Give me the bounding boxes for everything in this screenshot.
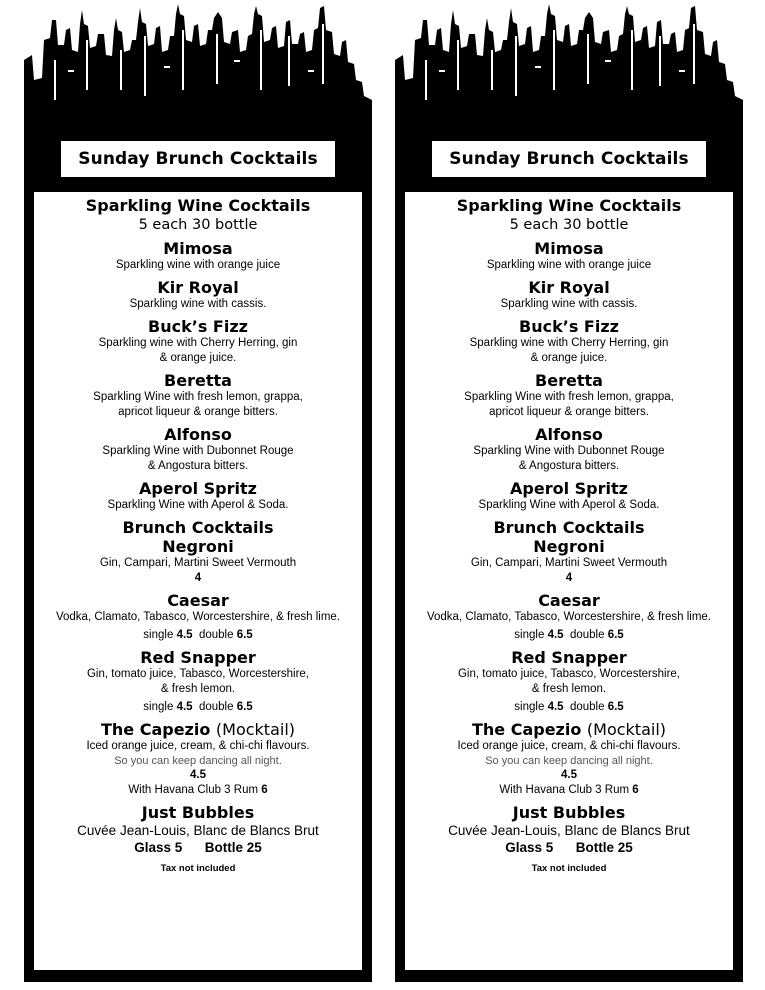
double-label: double bbox=[569, 701, 605, 713]
tax-note: Tax not included bbox=[160, 863, 236, 874]
item-name-red-snapper: Red Snapper bbox=[140, 648, 256, 667]
double-price: 6.5 bbox=[236, 701, 253, 713]
item-name-mimosa: Mimosa bbox=[163, 239, 233, 258]
item-desc-bucks-fizz-1: Sparkling wine with Cherry Herring, gin bbox=[98, 337, 298, 349]
item-addon-capezio bbox=[34, 783, 362, 798]
item-desc-kir-royal: Sparkling wine with cassis. bbox=[500, 298, 638, 310]
single-price: 4.5 bbox=[547, 701, 564, 713]
single-label: single bbox=[514, 701, 545, 713]
bottle-label: Bottle bbox=[204, 840, 244, 855]
item-desc-bucks-fizz-1: Sparkling wine with Cherry Herring, gin bbox=[469, 337, 669, 349]
item-price-negroni: 4 bbox=[565, 572, 573, 584]
item-desc-beretta-1: Sparkling Wine with fresh lemon, grappa, bbox=[93, 391, 303, 403]
item-price-capezio: 4.5 bbox=[190, 769, 206, 781]
menu-title: Sunday Brunch Cocktails bbox=[449, 149, 689, 169]
item-desc-negroni: Gin, Campari, Martini Sweet Vermouth bbox=[470, 557, 668, 569]
double-price: 6.5 bbox=[607, 701, 624, 713]
item-desc-alfonso-2: & Angostura bitters. bbox=[147, 460, 249, 472]
item-desc-mimosa: Sparkling wine with orange juice bbox=[115, 259, 281, 271]
item-note-capezio: So you can keep dancing all night. bbox=[114, 755, 282, 767]
item-name-alfonso: Alfonso bbox=[164, 425, 232, 444]
section-heading-brunch: Brunch Cocktails bbox=[493, 518, 645, 537]
item-name-aperol-spritz: Aperol Spritz bbox=[139, 479, 257, 498]
item-name-mimosa: Mimosa bbox=[534, 239, 604, 258]
double-label: double bbox=[569, 629, 605, 641]
item-note-capezio: So you can keep dancing all night. bbox=[485, 755, 653, 767]
section-price-sparkling: 5 each 30 bottle bbox=[138, 217, 258, 233]
menu-title: Sunday Brunch Cocktails bbox=[78, 149, 318, 169]
item-desc-negroni: Gin, Campari, Martini Sweet Vermouth bbox=[99, 557, 297, 569]
title-box bbox=[60, 140, 336, 178]
item-desc-bucks-fizz-2: & orange juice. bbox=[530, 352, 608, 364]
glass-price: 5 bbox=[174, 840, 183, 855]
item-name-negroni: Negroni bbox=[533, 537, 605, 556]
double-label: double bbox=[198, 629, 234, 641]
item-desc-beretta-2: apricot liqueur & orange bitters. bbox=[118, 406, 278, 418]
single-price: 4.5 bbox=[547, 629, 564, 641]
capezio-tag: (Mocktail) bbox=[586, 720, 667, 739]
section-price-sparkling: 5 each 30 bottle bbox=[509, 217, 629, 233]
section-heading-sparkling: Sparkling Wine Cocktails bbox=[85, 196, 311, 215]
item-desc-beretta-1: Sparkling Wine with fresh lemon, grappa, bbox=[464, 391, 674, 403]
section-heading-sparkling: Sparkling Wine Cocktails bbox=[456, 196, 682, 215]
item-desc-bucks-fizz-2: & orange juice. bbox=[159, 352, 237, 364]
item-name-kir-royal: Kir Royal bbox=[528, 278, 610, 297]
item-desc-kir-royal: Sparkling wine with cassis. bbox=[129, 298, 267, 310]
item-name-caesar: Caesar bbox=[167, 591, 229, 610]
capezio-name: The Capezio bbox=[471, 720, 582, 739]
item-name-kir-royal: Kir Royal bbox=[157, 278, 239, 297]
item-price-just-bubbles bbox=[34, 839, 362, 857]
addon-label: With Havana Club 3 Rum bbox=[499, 784, 630, 796]
item-price-red-snapper bbox=[405, 700, 733, 715]
item-name-negroni: Negroni bbox=[162, 537, 234, 556]
title-box bbox=[431, 140, 707, 178]
item-desc-red-snapper-1: Gin, tomato juice, Tabasco, Worcestershire, bbox=[457, 668, 680, 680]
bottle-label: Bottle bbox=[575, 840, 615, 855]
tax-note: Tax not included bbox=[531, 863, 607, 874]
item-desc-just-bubbles: Cuvée Jean-Louis, Blanc de Blancs Brut bbox=[448, 823, 690, 838]
item-name-capezio bbox=[34, 720, 362, 739]
item-name-just-bubbles: Just Bubbles bbox=[512, 803, 626, 822]
item-desc-caesar: Vodka, Clamato, Tabasco, Worcestershire, & fresh lime. bbox=[426, 611, 711, 623]
item-name-beretta: Beretta bbox=[535, 371, 603, 390]
item-addon-capezio bbox=[405, 783, 733, 798]
item-desc-red-snapper-2: & fresh lemon. bbox=[160, 683, 236, 695]
item-name-alfonso: Alfonso bbox=[535, 425, 603, 444]
single-label: single bbox=[143, 701, 174, 713]
item-desc-just-bubbles: Cuvée Jean-Louis, Blanc de Blancs Brut bbox=[77, 823, 319, 838]
addon-price: 6 bbox=[632, 784, 639, 796]
item-name-red-snapper: Red Snapper bbox=[511, 648, 627, 667]
item-name-capezio bbox=[405, 720, 733, 739]
menu-panel-left bbox=[24, 0, 372, 982]
menu-content bbox=[405, 192, 733, 970]
single-price: 4.5 bbox=[176, 629, 193, 641]
item-name-bucks-fizz: Buck’s Fizz bbox=[519, 317, 619, 336]
single-label: single bbox=[514, 629, 545, 641]
item-price-caesar bbox=[34, 628, 362, 643]
item-price-red-snapper bbox=[34, 700, 362, 715]
single-price: 4.5 bbox=[176, 701, 193, 713]
item-price-negroni: 4 bbox=[194, 572, 202, 584]
item-name-beretta: Beretta bbox=[164, 371, 232, 390]
item-price-caesar bbox=[405, 628, 733, 643]
item-name-aperol-spritz: Aperol Spritz bbox=[510, 479, 628, 498]
double-label: double bbox=[198, 701, 234, 713]
glass-label: Glass bbox=[505, 840, 542, 855]
menu-content bbox=[34, 192, 362, 970]
item-name-caesar: Caesar bbox=[538, 591, 600, 610]
item-desc-aperol-spritz: Sparkling Wine with Aperol & Soda. bbox=[107, 499, 289, 511]
item-desc-alfonso-1: Sparkling Wine with Dubonnet Rouge bbox=[473, 445, 665, 457]
glass-label: Glass bbox=[134, 840, 171, 855]
item-desc-caesar: Vodka, Clamato, Tabasco, Worcestershire, & fresh lime. bbox=[55, 611, 340, 623]
item-desc-alfonso-2: & Angostura bitters. bbox=[518, 460, 620, 472]
item-price-just-bubbles bbox=[405, 839, 733, 857]
item-name-bucks-fizz: Buck’s Fizz bbox=[148, 317, 248, 336]
addon-price: 6 bbox=[261, 784, 268, 796]
capezio-name: The Capezio bbox=[100, 720, 211, 739]
section-heading-brunch: Brunch Cocktails bbox=[122, 518, 274, 537]
item-name-just-bubbles: Just Bubbles bbox=[141, 803, 255, 822]
item-desc-aperol-spritz: Sparkling Wine with Aperol & Soda. bbox=[478, 499, 660, 511]
item-desc-mimosa: Sparkling wine with orange juice bbox=[486, 259, 652, 271]
single-label: single bbox=[143, 629, 174, 641]
item-desc-red-snapper-2: & fresh lemon. bbox=[531, 683, 607, 695]
menu-panel-right bbox=[395, 0, 743, 982]
item-desc-alfonso-1: Sparkling Wine with Dubonnet Rouge bbox=[102, 445, 294, 457]
capezio-tag: (Mocktail) bbox=[215, 720, 296, 739]
item-desc-capezio: Iced orange juice, cream, & chi-chi flavours. bbox=[457, 740, 681, 752]
bottle-price: 25 bbox=[617, 840, 633, 855]
item-desc-capezio: Iced orange juice, cream, & chi-chi flavours. bbox=[86, 740, 310, 752]
double-price: 6.5 bbox=[607, 629, 624, 641]
item-price-capezio: 4.5 bbox=[561, 769, 577, 781]
bottle-price: 25 bbox=[246, 840, 262, 855]
addon-label: With Havana Club 3 Rum bbox=[128, 784, 259, 796]
glass-price: 5 bbox=[545, 840, 554, 855]
item-desc-red-snapper-1: Gin, tomato juice, Tabasco, Worcestershire, bbox=[86, 668, 309, 680]
item-desc-beretta-2: apricot liqueur & orange bitters. bbox=[489, 406, 649, 418]
double-price: 6.5 bbox=[236, 629, 253, 641]
